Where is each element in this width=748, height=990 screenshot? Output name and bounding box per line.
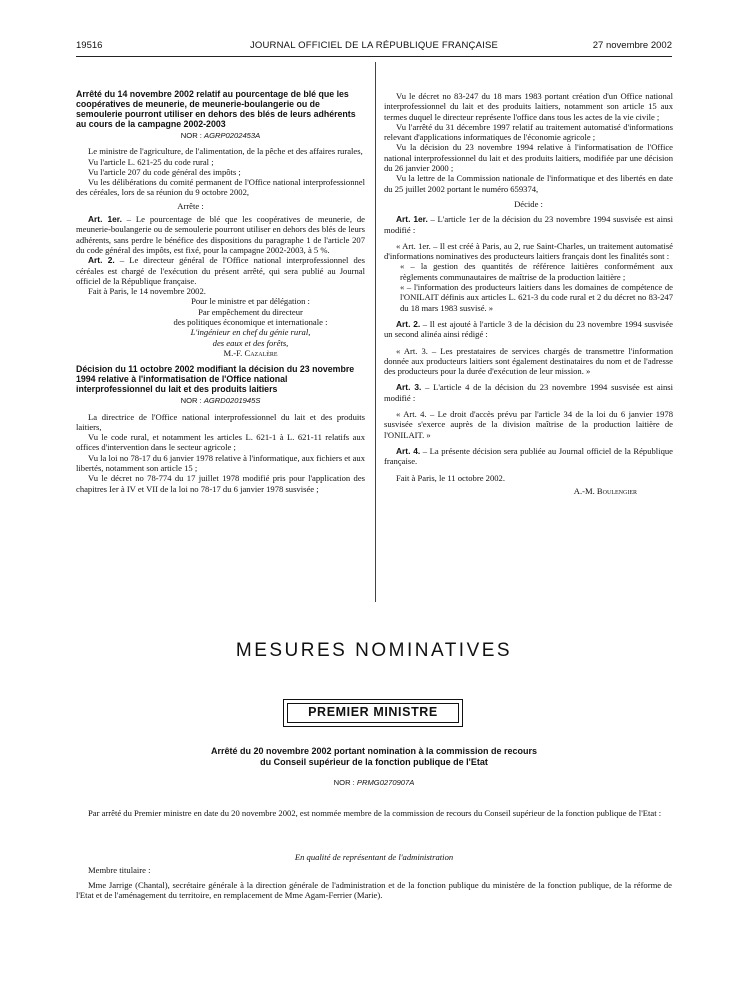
paragraph: Vu le décret no 83-247 du 18 mars 1983 portant création d'un Office national interprofessionnel du lait et des produits laitiers, notamment son article 15 aux termes duquel le directeur représente l'office dans tous les actes de la vie civile ; xyxy=(384,91,673,122)
paragraph: Le ministre de l'agriculture, de l'alimentation, de la pêche et des affaires rurales, xyxy=(88,146,363,157)
ministry-box xyxy=(283,699,463,727)
decision-title: Décision du 11 octobre 2002 modifiant la décision du 23 novembre 1994 relative à l'informatisation de l'Office national interprofessionnel du lait et des produits laitiers xyxy=(76,364,355,395)
paragraph: Vu l'article L. 621-25 du code rural ; xyxy=(88,156,214,167)
quoted-article: « Art. 3. – Les prestataires de services chargés de transmettre l'information donnée aux producteurs laitiers sont également destinataires du nom et de l'adresse des producteurs pour la durée d'exécution de leur mission. » xyxy=(384,345,673,377)
signature-line: L'ingénieur en chef du génie rural, xyxy=(190,327,311,338)
quoted-article: « Art. 1er. – Il est créé à Paris, au 2, rue Saint-Charles, un traitement automatisé d'informations nominatives des producteurs laitiers français dont les finalités sont : xyxy=(384,240,673,262)
page-header xyxy=(76,40,672,54)
article-3: Art. 3. – L'article 4 de la décision du 23 novembre 1994 susvisée est ainsi modifié : xyxy=(384,382,673,403)
column-divider xyxy=(375,62,376,602)
section-title: MESURES NOMINATIVES xyxy=(235,640,513,661)
paragraph: Vu les délibérations du comité permanent de l'Office national interprofessionnel des céréales, lors de sa réunion du 9 octobre 2002, xyxy=(76,177,365,198)
decide-heading: Décide : xyxy=(514,198,543,209)
paragraph: Vu l'arrêté du 31 décembre 1997 relatif au traitement automatisé d'informations relevant d'applications informatiques de l'économie agricole ; xyxy=(384,121,673,143)
article-4: Art. 4. – La présente décision sera publiée au Journal officiel de la République française. xyxy=(384,445,673,467)
qualite-heading: En qualité de représentant de l'administration xyxy=(294,852,454,862)
arrete-1-nor: NOR : AGRP0202453A xyxy=(180,131,261,140)
left-column xyxy=(76,89,365,494)
journal-title: JOURNAL OFFICIEL DE LA RÉPUBLIQUE FRANÇAISE xyxy=(249,40,499,51)
paragraph: Vu la lettre de la Commission nationale de l'informatique et des libertés en date du 25 juillet 2002 portant le numéro 659374, xyxy=(384,173,673,194)
issue-date: 27 novembre 2002 xyxy=(592,40,672,51)
paragraph: Vu l'article 207 du code général des impôts ; xyxy=(88,166,241,177)
article-2: Art. 2. – Il est ajouté à l'article 3 de la décision du 23 novembre 1994 susvisée un second alinéa ainsi rédigé : xyxy=(384,318,673,340)
bullet-item: « – l'information des producteurs laitiers dans les domaines de compétence de l'ONILAIT définis aux articles L. 621-3 du code rural et 2 du décret no 83-247 du 18 mars 1983 susvisé. » xyxy=(400,282,673,313)
arrete-heading: Arrête : xyxy=(177,200,204,211)
paragraph: Vu le code rural, et notamment les articles L. 621-1 à L. 621-11 relatifs aux offices d'intervention dans le secteur agricole ; xyxy=(76,432,365,453)
signature-line: des eaux et des forêts, xyxy=(212,337,289,348)
nomination-nor: NOR : PRMG0270907A xyxy=(333,778,415,787)
page-number: 19516 xyxy=(76,40,103,51)
arrete-1-title: Arrêté du 14 novembre 2002 relatif au pourcentage de blé que les coopératives de meunerie, de meunerie-boulangerie ou de semoulerie pourront utiliser en dehors des blés de leurs adhérents au cours de la campagne 2002-2003 xyxy=(76,89,356,129)
header-rule xyxy=(76,56,672,57)
signature-name: A.-M. Boulengier xyxy=(573,485,637,496)
paragraph: Par arrêté du Premier ministre en date du 20 novembre 2002, est nommée membre de la commission de recours du Conseil supérieur de la fonction publique de l'Etat : xyxy=(88,808,662,818)
paragraph: Vu le décret no 78-774 du 17 juillet 1978 modifié pris pour l'application des chapitres Ier à IV et VII de la loi no 78-17 du 6 janvier 1978 susvisée ; xyxy=(76,473,365,494)
signature-line: des politiques économique et internationale : xyxy=(173,317,328,328)
signature-name: M.-F. Cazalère xyxy=(223,347,278,358)
fait-date: Fait à Paris, le 11 octobre 2002. xyxy=(396,472,505,483)
arrete-nomination-title: Arrêté du 20 novembre 2002 portant nomination à la commission de recours du Conseil supérieur de la fonction publique de l'Etat xyxy=(210,746,538,767)
article-1: Art. 1er. – Le pourcentage de blé que les coopératives de meunerie, de meunerie-boulangerie ou de semoulerie pourront utiliser en dehors des blés de leurs adhérents, sans perdre le bénéfice des dispositions du paragraphe 1 de l'article 207 du code général des impôts, est fixé, pour la campagne 2002-2003, à 5 %. xyxy=(76,214,365,255)
paragraph: Mme Jarrige (Chantal), secrétaire générale à la direction générale de l'administration et de la fonction publique du ministère de la fonction publique, de la réforme de l'Etat et de l'aménagement du territoire, en remplacement de Mme Agam-Ferrier (Marie). xyxy=(76,880,672,901)
ministry-label: PREMIER MINISTRE xyxy=(287,703,459,723)
fait-date: Fait à Paris, le 14 novembre 2002. xyxy=(88,286,206,297)
paragraph: La directrice de l'Office national interprofessionnel du lait et des produits laitiers, xyxy=(76,411,365,432)
bullet-item: « – la gestion des quantités de référence laitières conformément aux règlements communautaires de maîtrise de la production laitière ; xyxy=(400,261,673,282)
paragraph: Vu la loi no 78-17 du 6 janvier 1978 relative à l'informatique, aux fichiers et aux libertés, notamment son article 15 ; xyxy=(76,452,365,474)
membre-label: Membre titulaire : xyxy=(88,865,151,875)
article-1: Art. 1er. – L'article 1er de la décision du 23 novembre 1994 susvisée est ainsi modifié : xyxy=(384,214,673,235)
decision-nor: NOR : AGRD0201945S xyxy=(180,396,261,406)
signature-line: Par empêchement du directeur xyxy=(198,306,303,317)
article-2: Art. 2. – Le directeur général de l'Office national interprofessionnel des céréales est chargé de l'exécution du présent arrêté, qui sera publié au Journal officiel de la République française. xyxy=(76,255,365,286)
signature-line: Pour le ministre et par délégation : xyxy=(191,296,310,307)
right-column xyxy=(384,91,673,496)
quoted-article: « Art. 4. – Le droit d'accès prévu par l'article 34 de la loi du 6 janvier 1978 susvisée s'exerce auprès de la division maîtrise de la production laitière de l'ONILAIT. » xyxy=(384,409,673,440)
paragraph: Vu la décision du 23 novembre 1994 relative à l'informatisation de l'Office national interprofessionnel du lait et des produits laitiers, modifiée par une décision du 26 janvier 2000 ; xyxy=(384,142,673,174)
